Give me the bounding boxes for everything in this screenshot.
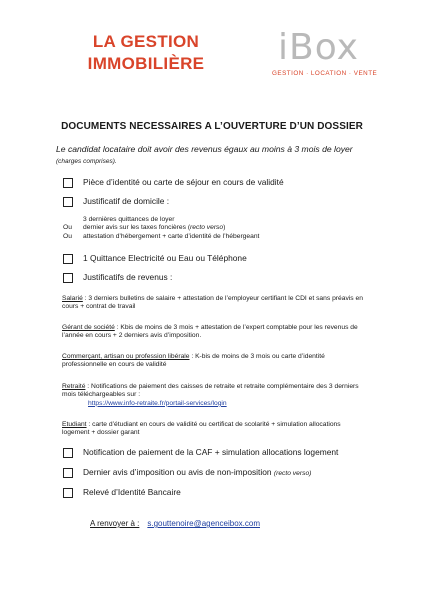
checklist-item-domicile [63,196,363,207]
checklist-item-quittance [63,253,363,264]
intro-text [56,144,376,167]
revenus-commercant: Commerçant, artisan ou profession libérale : K-bis de moins de 3 mois ou carte d’identité professionnelle en cours de validité [62,353,325,369]
salarie-label: Salarié [62,295,83,302]
revenus-gerant: Gérant de société : Kbis de moins de 3 mois + attestation de l’expert comptable pour les revenus de l’année en cours + 2 derniers avis d’imposition. [62,324,358,340]
checklist-label: Relevé d’Identité Bancaire [83,487,181,497]
checklist-item-rib [63,487,363,498]
checklist-label: Justificatif de domicile : [83,196,170,206]
checklist-label: Justificatifs de revenus : [83,272,173,282]
checklist-item-imposition [63,467,383,478]
gerant-label: Gérant de société [62,324,115,331]
checklist-label: Pièce d’identité ou carte de séjour en cours de validité [83,177,284,187]
intro-main: Le candidat locataire doit avoir des revenus égaux au moins à 3 mois de loyer [56,144,353,154]
checklist-label: Dernier avis d’imposition ou avis de non-imposition (recto verso) [83,467,312,477]
retraite-label: Retraité [62,383,86,390]
info-retraite-link[interactable]: https://www.info-retraite.fr/portail-services/login [88,399,227,407]
recto-verso-note: (recto verso) [273,470,312,477]
domicile-option-1: 3 dernières quittances de loyer [83,216,175,223]
checklist-item-caf [63,447,383,458]
intro-small: (charges comprises). [56,158,117,165]
agency-name-line2: IMMOBILIÈRE [87,54,205,73]
revenus-etudiant: Etudiant : carte d’étudiant en cours de validité ou certificat de scolarité + simulation allocations logement + dossier garant [62,421,341,437]
send-to-label: A renvoyer à : [90,519,140,528]
logo-wordmark: iBox [278,27,359,68]
contact-email-link[interactable]: s.gouttenoire@agenceibox.com [147,519,260,528]
checkbox[interactable] [63,273,73,283]
checklist-label: 1 Quittance Electricité ou Eau ou Téléphone [83,253,247,263]
revenus-salarie: Salarié : 3 derniers bulletins de salaire + attestation de l’employeur certifiant le CDI et sans préavis en cours + contrat de travail [62,295,363,311]
agency-name [76,31,216,75]
checkbox[interactable] [63,254,73,264]
checklist-label: Notification de paiement de la CAF + simulation allocations logement [83,447,339,457]
document-title: DOCUMENTS NECESSAIRES A L’OUVERTURE D’UN DOSSIER [61,121,363,132]
domicile-option-2: Ou dernier avis sur les taxes foncières (recto verso) [63,224,226,232]
checklist-item-revenus [63,272,363,283]
ibox-logo [268,28,380,88]
agency-name-line1: LA GESTION [92,32,200,51]
revenus-retraite: Retraité : Notifications de paiement des caisses de retraite et retraite complémentaire des 3 derniers mois téléchargeables sur : https://www.info-retraite.fr/portail-services/login [62,383,359,407]
checkbox[interactable] [63,488,73,498]
checklist-item-identity [63,177,363,188]
ou-separator: Ou [63,224,72,232]
ou-separator: Ou [63,232,72,240]
commercant-label: Commerçant, artisan ou profession libérale [62,353,190,360]
send-to [90,519,350,528]
logo-tagline: GESTION · LOCATION · VENTE [272,70,378,77]
checkbox[interactable] [63,468,73,478]
domicile-options [63,216,383,241]
checkbox[interactable] [63,448,73,458]
checkbox[interactable] [63,197,73,207]
checkbox[interactable] [63,178,73,188]
etudiant-label: Etudiant [62,421,87,428]
domicile-option-3: Ou attestation d’hébergement + carte d’identité de l’hébergeant [63,232,260,240]
